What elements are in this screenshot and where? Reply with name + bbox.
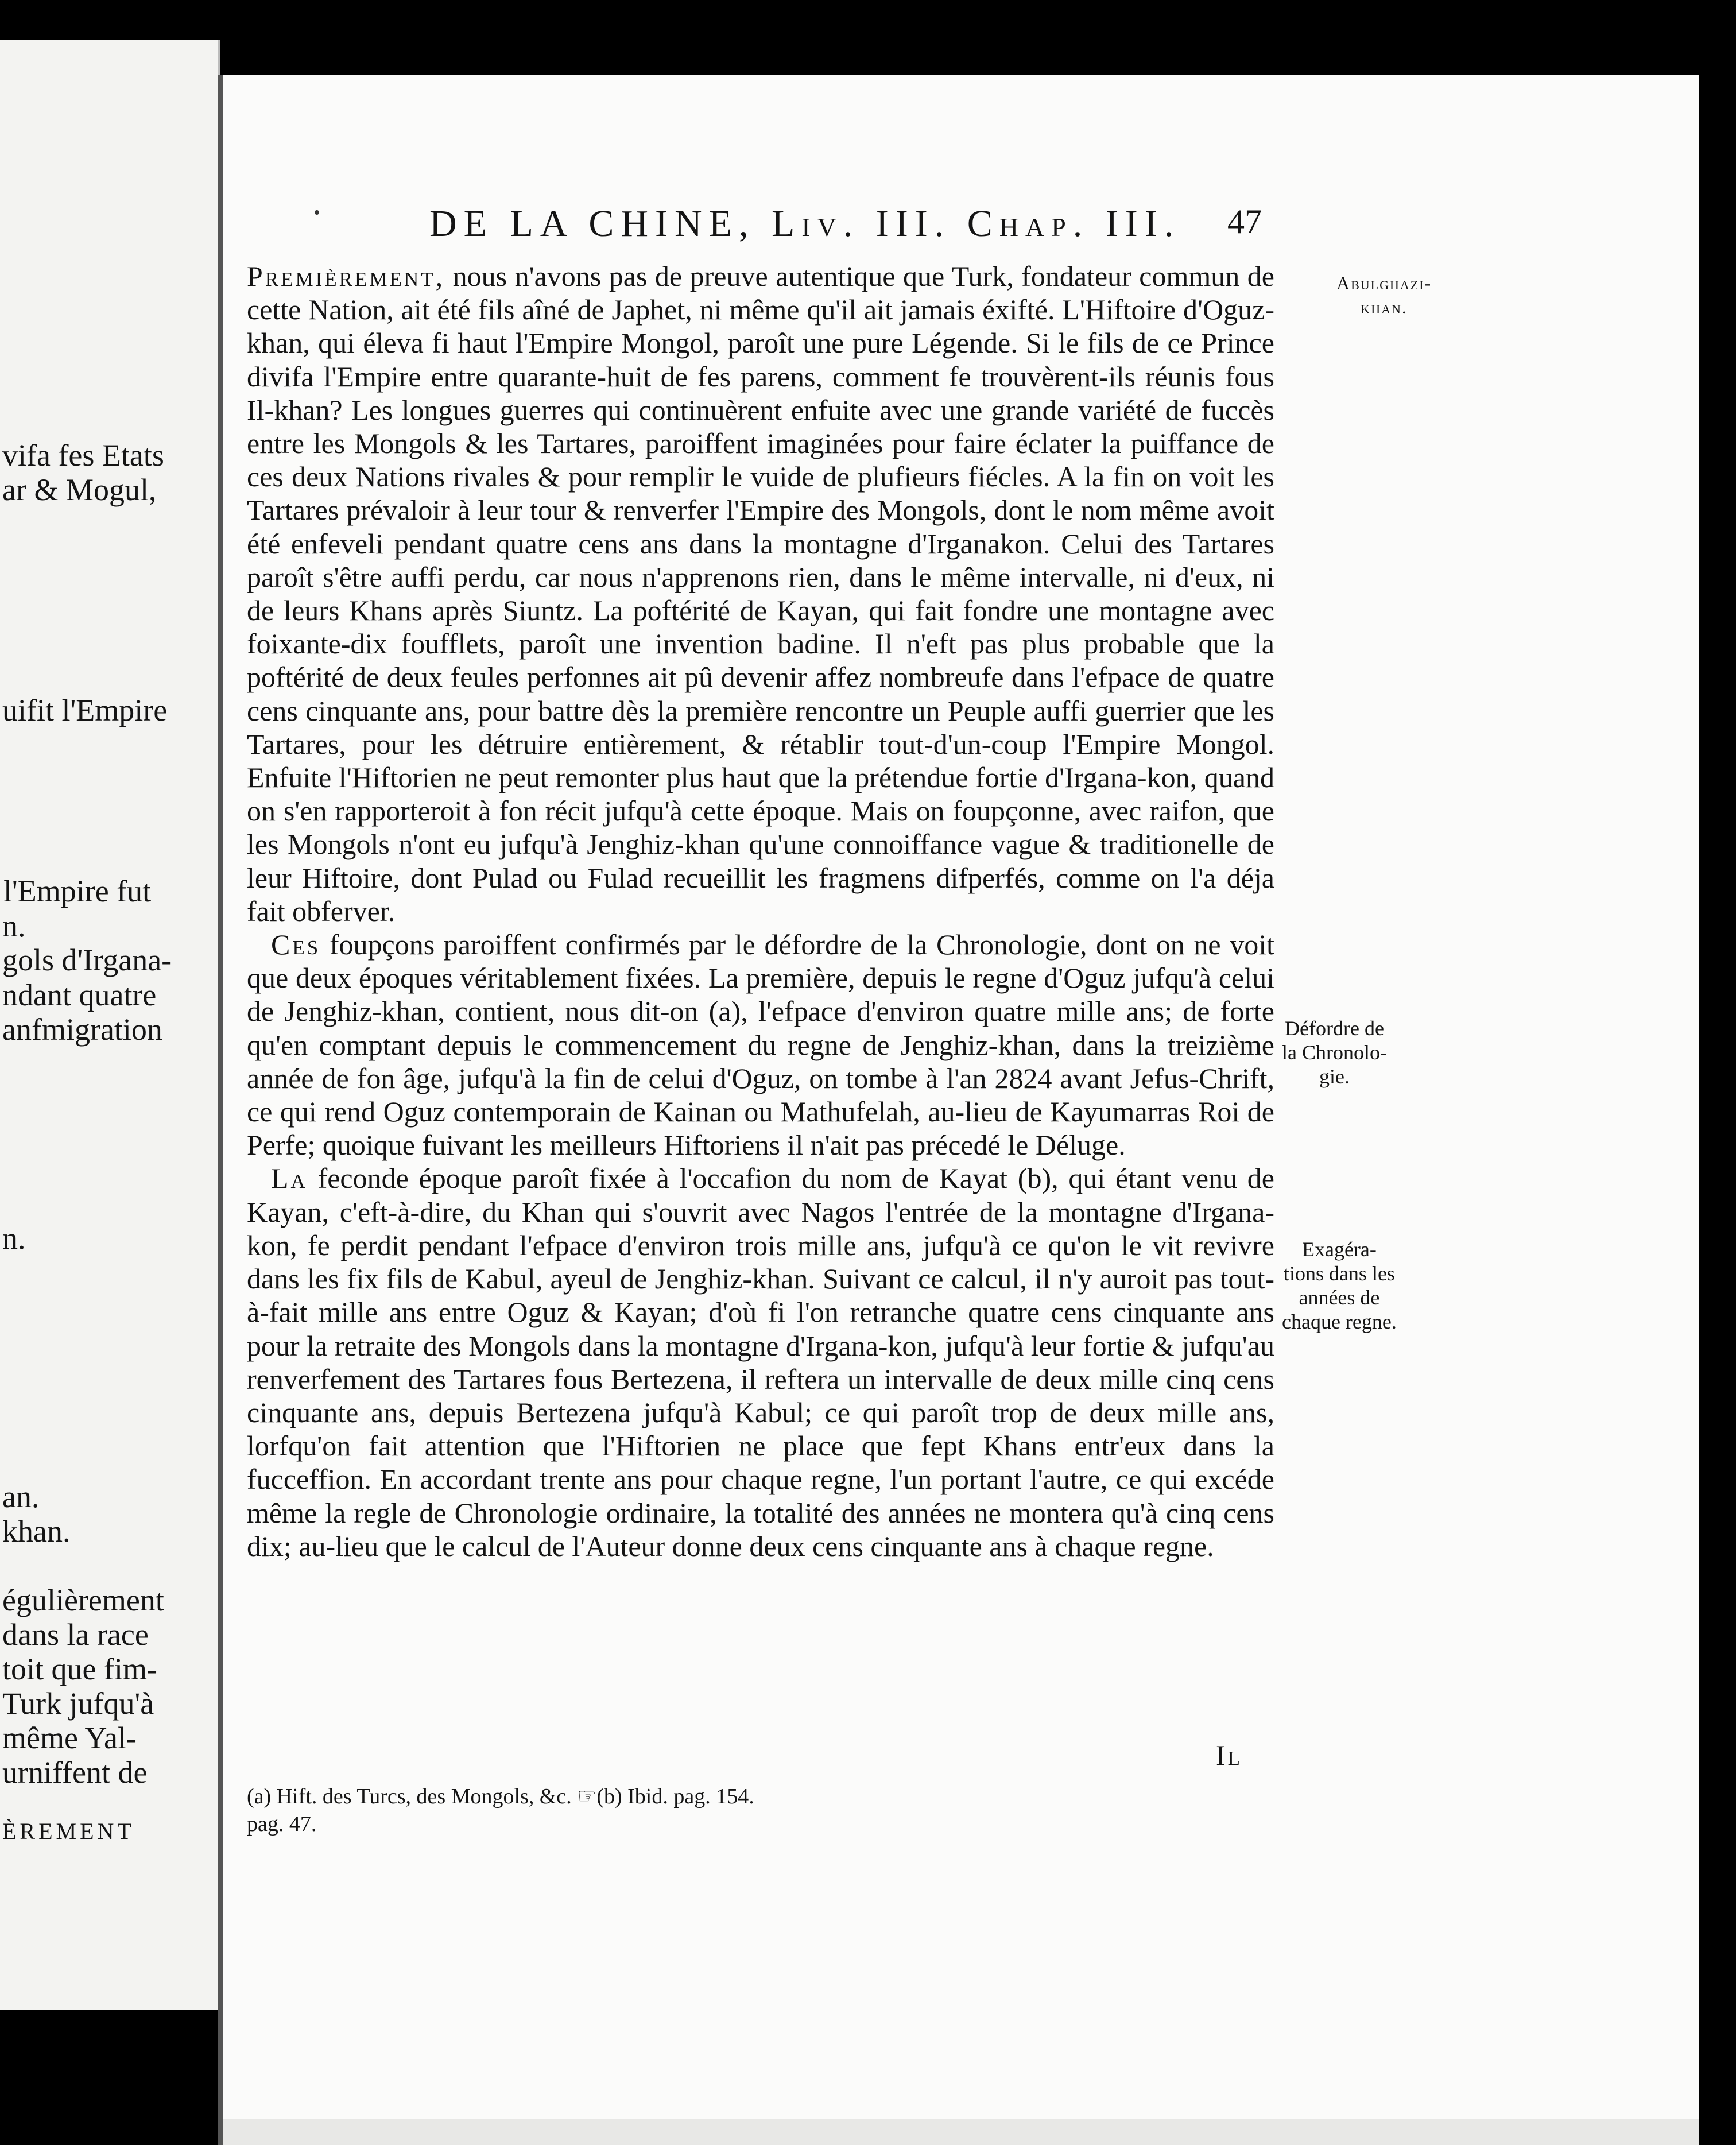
left-line: uifit l'Empire [2, 693, 168, 727]
left-line: an. [2, 1480, 40, 1514]
page-number: 47 [1227, 203, 1262, 241]
paragraph-2 [247, 928, 1274, 1161]
page-bottom-edge [223, 2119, 1699, 2145]
left-line: khan. [2, 1514, 71, 1548]
margin-note-exagerations: Exagéra- tions dans les années de chaque regne. [1282, 1238, 1397, 1333]
paragraph-lead: Ces [271, 928, 321, 961]
running-head: DE LA CHINE, Liv. III. Chap. III. [429, 203, 1181, 245]
paragraph-1 [247, 260, 1274, 928]
margin-note-abulghazi: Abulghazi- khan. [1336, 273, 1432, 318]
catchword: Il [1216, 1739, 1243, 1771]
ink-dot [315, 210, 319, 215]
paragraph-body: foupçons paroiffent confirmés par le défordre de la Chronologie, dont on ne voit que deux époques véritablement fixées. La première, depuis le regne d'Oguz jufqu'à celui de Jenghiz-khan, contient, nous dit-on (a), l'efpace d'environ quatre mille ans; de forte qu'en comptant depuis le commencement du regne de Jenghiz-khan, dans la treizième année de fon âge, jufqu'à la fin de celui d'Oguz, on tombe à l'an 2824 avant Jefus-Chrift, ce qui rend Oguz contemporain de Kainan ou Mathufelah, au-lieu de Kayumarras Roi de Perfe; quoique fuivant les meilleurs Hiftoriens il n'ait pas précedé le Déluge. [247, 928, 1274, 1161]
left-line: gols d'Irgana- [2, 943, 172, 977]
main-text [247, 260, 1274, 1563]
left-line: ndant quatre [2, 978, 157, 1012]
left-line: toit que fim- [2, 1652, 157, 1686]
paragraph-lead: Premièrement, [247, 260, 445, 292]
left-line: ÈREMENT [2, 1818, 135, 1844]
footnote-line: pag. 47. [247, 1812, 317, 1836]
footnotes [247, 1783, 1280, 1838]
left-line: Turk jufqu'à [2, 1686, 154, 1721]
left-line: même Yal- [2, 1721, 137, 1755]
left-page-fragment [0, 40, 220, 2010]
left-line: égulièrement [2, 1583, 164, 1617]
left-line: ar & Mogul, [2, 473, 157, 507]
paragraph-3 [247, 1161, 1274, 1562]
margin-note-chronologie: Défordre de la Chronolo- gie. [1282, 1017, 1387, 1088]
left-line: vifa fes Etats [2, 438, 164, 473]
paragraph-body: nous n'avons pas de preuve autentique que Turk, fondateur commun de cette Nation, ait été fils aîné de Japhet, ni même qu'il ait jamais éxifté. L'Hiftoire d'Oguz-khan, qui éleva fi haut l'Empire Mongol, paroît une pure Légende. Si le fils de ce Prince divifa l'Empire entre quarante-huit de fes parens, comment fe trouvèrent-ils réunis fous Il-khan? Les longues guerres qui continuèrent enfuite avec une grande variété de fuccès entre les Mongols & les Tartares, paroiffent imaginées pour faire éclater la puiffance de ces deux Nations rivales & pour remplir le vuide de plufieurs fiécles. A la fin on voit les Tartares prévaloir à leur tour & renverfer l'Empire des Mongols, dont le nom même avoit été enfeveli pendant quatre cens ans dans la montagne d'Irganakon. Celui des Tartares paroît s'être auffi perdu, car nous n'apprenons rien, dans le même intervalle, ni d'eux, ni de leurs Khans après Siuntz. La poftérité de Kayan, qui fait fondre une montagne avec foixante-dix foufflets, paroît une invention badine. Il n'eft pas plus probable que la poftérité de deux feules perfonnes ait pû devenir affez nombreufe dans l'efpace de quatre cens cinquante ans, pour battre dès la première rencontre un Peuple auffi guerrier que les Tartares, pour les détruire entièrement, & rétablir tout-d'un-coup l'Empire Mongol. Enfuite l'Hiftorien ne peut remonter plus haut que la prétendue fortie d'Irgana-kon, quand on s'en rapporteroit à fon récit jufqu'à cette époque. Mais on foupçonne, avec raifon, que les Mongols n'ont eu jufqu'à Jenghiz-khan qu'une connoiffance vague & traditionelle de leur Hiftoire, dont Pulad ou Fulad recueillit les fragmens difperfés, comme on l'a déja fait obferver. [247, 260, 1274, 927]
right-page [223, 75, 1699, 2145]
left-line: n. [2, 1221, 26, 1256]
footnote-line: (a) Hift. des Turcs, des Mongols, &c. ☞(b) Ibid. pag. 154. [247, 1784, 754, 1809]
left-line: l'Empire fut [3, 874, 152, 908]
left-line: urniffent de [2, 1755, 148, 1790]
left-line: dans la race [2, 1617, 149, 1652]
left-line: anfmigration [2, 1012, 162, 1047]
paragraph-body: feconde époque paroît fixée à l'occafion du nom de Kayat (b), qui étant venu de Kayan, c'eft-à-dire, du Khan qui s'ouvrit avec Nagos l'entrée de la montagne d'Irgana-kon, fe perdit pendant l'efpace d'environ trois mille ans, jufqu'à ce qu'on le vit revivre dans les fix fils de Kabul, ayeul de Jenghiz-khan. Suivant ce calcul, il n'y auroit pas tout-à-fait mille ans entre Oguz & Kayan; d'où fi l'on retranche quatre cens cinquante ans pour la retraite des Mongols dans la montagne d'Irgana-kon, jufqu'à leur fortie & jufqu'au renverfement des Tartares fous Bertezena, il reftera un intervalle de deux mille cinq cens cinquante ans, depuis Bertezena jufqu'à Kabul; ce qui paroît trop de deux mille ans, lorfqu'on fait attention que l'Hiftorien ne place que fept Khans entr'eux dans la fucceffion. En accordant trente ans pour chaque regne, l'un portant l'autre, ce qui excéde même la regle de Chronologie ordinaire, la totalité des années ne montera qu'à cinq cens dix; au-lieu que le calcul de l'Auteur donne deux cens cinquante ans à chaque regne. [247, 1162, 1274, 1562]
page-header [223, 202, 1699, 248]
paragraph-lead: La [271, 1162, 308, 1195]
left-line: n. [2, 909, 26, 943]
